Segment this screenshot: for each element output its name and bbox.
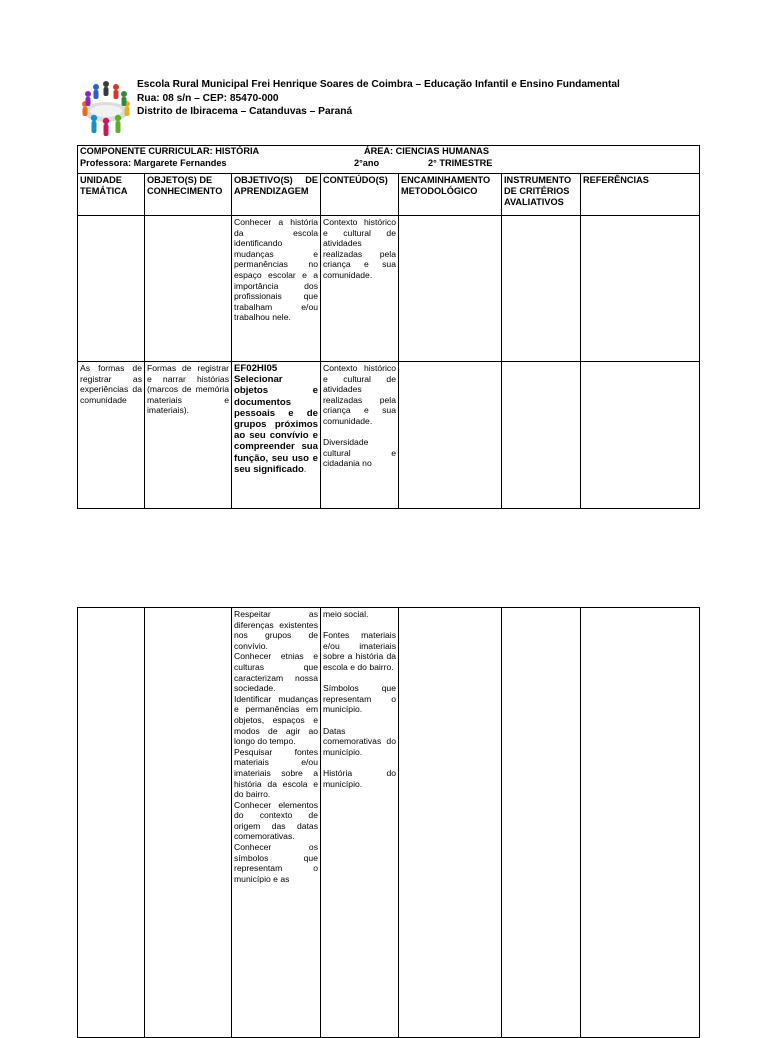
- cell-unit: [78, 216, 145, 362]
- col-header-content: CONTEÚDO(S): [321, 174, 399, 216]
- cell-objective: [232, 362, 321, 509]
- year-label: 2°ano: [354, 158, 380, 168]
- cell-knowledge: Formas de registrar e narrar histórias (marcos de memória materiais e imateriais).: [145, 362, 232, 509]
- term-label: 2° TRIMESTRE: [428, 158, 493, 168]
- objective-item: Pesquisar fontes materiais e/ou imateriais sobre a história da escola e do bairro.: [234, 746, 318, 800]
- cell-evaluation: [502, 608, 581, 1038]
- objective-end: .: [303, 463, 307, 474]
- objective-item: Respeitar as diferenças existentes nos grupos de convívio.: [234, 609, 318, 651]
- cell-knowledge: [145, 608, 232, 1038]
- objective-item: Conhecer etnias e culturas que caracterizam nossa sociedade.: [234, 651, 318, 694]
- component-label: COMPONENTE CURRICULAR: HISTÓRIA: [80, 146, 260, 156]
- objective-item: Conhecer os símbolos que representam o município e as: [234, 842, 318, 884]
- objective-item: Identificar mudanças e permanências em objetos, espaços e modos de agir ao longo do tempo.: [234, 693, 318, 747]
- cell-knowledge: [145, 216, 232, 362]
- table-row: [78, 608, 700, 1038]
- cell-content: [321, 362, 399, 509]
- cell-unit: [78, 608, 145, 1038]
- document-header: [80, 76, 720, 142]
- objective-code: EF02HI05: [234, 363, 278, 374]
- meta-row: [78, 146, 700, 174]
- cell-objective: [232, 608, 321, 1038]
- cell-references: [581, 362, 700, 509]
- cell-evaluation: [502, 362, 581, 509]
- content-b: Diversidade cultural e cidadania no: [323, 437, 396, 469]
- curriculum-table: [77, 145, 700, 509]
- objective-text: Selecionar objetos e documentos pessoais e de grupos próximos ao seu convívio e compreender sua função, seu uso e seu significado: [234, 374, 318, 475]
- col-header-method: ENCAMINHAMENTO METODOLÓGICO: [399, 174, 502, 216]
- col-header-references: REFERÊNCIAS: [581, 174, 700, 216]
- school-district: Distrito de Ibiracema – Catanduvas – Paraná: [137, 106, 353, 117]
- content-item: Datas comemorativas do município.: [323, 725, 396, 757]
- col-header-evaluation: INSTRUMENTO DE CRITÉRIOS AVALIATIVOS: [502, 174, 581, 216]
- table-row: [78, 216, 700, 362]
- cell-method: [399, 362, 502, 509]
- table-row: [78, 362, 700, 509]
- cell-evaluation: [502, 216, 581, 362]
- cell-references: [581, 216, 700, 362]
- people-circle-logo: [80, 78, 132, 140]
- column-headers: [78, 174, 700, 216]
- school-name: Escola Rural Municipal Frei Henrique Soares de Coimbra – Educação Infantil e Ensino Fundamental: [137, 79, 620, 90]
- content-item: Símbolos que representam o município.: [323, 683, 396, 715]
- col-header-knowledge: OBJETO(S) DE CONHECIMENTO: [145, 174, 232, 216]
- content-a: Contexto histórico e cultural de atividades realizadas pela criança e sua comunidade.: [323, 363, 396, 426]
- curriculum-table-continued: [77, 607, 700, 1038]
- cell-content: Contexto histórico e cultural de atividades realizadas pela criança e sua comunidade.: [321, 216, 399, 362]
- objective-item: Conhecer elementos do contexto de origem das datas comemorativas.: [234, 799, 318, 842]
- cell-content: [321, 608, 399, 1038]
- teacher-label: Professora: Margarete Fernandes: [80, 158, 227, 168]
- content-item: meio social.: [323, 609, 369, 619]
- cell-references: [581, 608, 700, 1038]
- content-item: História do município.: [323, 767, 396, 789]
- content-item: Fontes materiais e/ou imateriais sobre a história da escola e do bairro.: [323, 630, 396, 672]
- col-header-objective: OBJETIVO(S) DE APRENDIZAGEM: [232, 174, 321, 216]
- school-address: Rua: 08 s/n – CEP: 85470-000: [137, 92, 279, 104]
- cell-unit: As formas de registrar as experiências da comunidade: [78, 362, 145, 509]
- col-header-unit: UNIDADE TEMÁTICA: [78, 174, 145, 216]
- cell-objective: Conhecer a história da escola identificando mudanças e permanências no espaço escolar e a importância dos profissionais que trabalham e/ou trabalhou nele.: [232, 216, 321, 362]
- cell-method: [399, 608, 502, 1038]
- area-label: ÁREA: CIENCIAS HUMANAS: [364, 146, 490, 156]
- cell-method: [399, 216, 502, 362]
- school-info: [137, 78, 620, 119]
